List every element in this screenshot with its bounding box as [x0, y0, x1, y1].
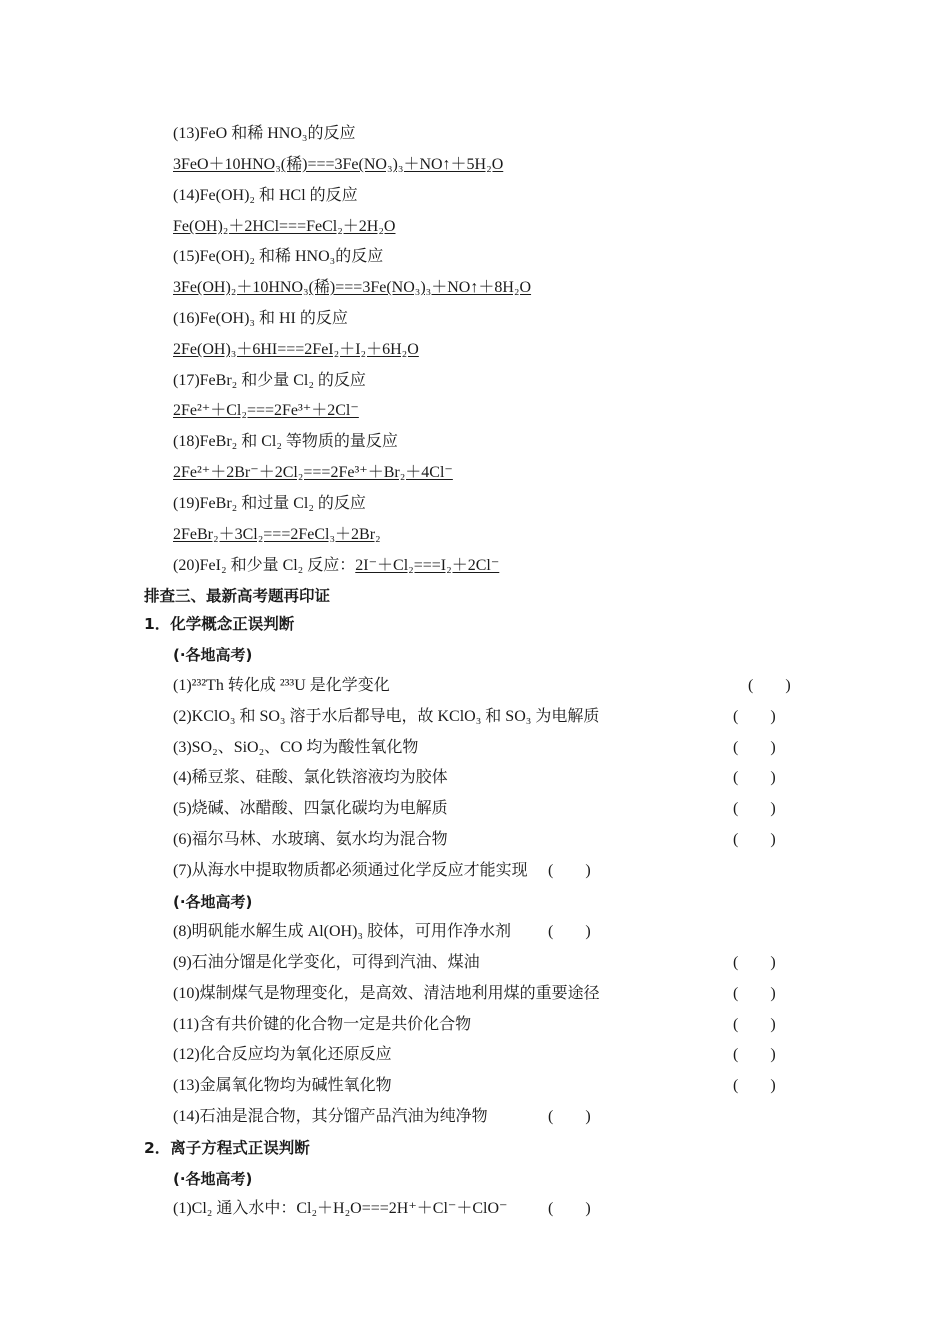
question-item: (4)稀豆浆、硅酸、氯化铁溶液均为胶体	[173, 769, 448, 786]
answer-blank[interactable]: ( )	[733, 954, 776, 971]
equation-answer: 2Fe²⁺＋Cl₂===2Fe³⁺＋2Cl⁻	[173, 402, 359, 419]
equation-question: (15)Fe(OH)₂ 和稀 HNO₃的反应	[173, 248, 384, 265]
question-item: (12)化合反应均为氧化还原反应	[173, 1046, 392, 1063]
source-note: (·各地高考)	[173, 646, 253, 664]
part1-title: 1．化学概念正误判断	[144, 615, 295, 633]
equation-answer: 2I⁻＋Cl₂===I₂＋2Cl⁻	[355, 557, 500, 574]
equation-question: (14)Fe(OH)₂ 和 HCl 的反应	[173, 187, 358, 204]
question-item: (10)煤制煤气是物理变化，是高效、清洁地利用煤的重要途径	[173, 985, 600, 1002]
question-item: (6)福尔马林、水玻璃、氨水均为混合物	[173, 831, 448, 848]
equation-answer: 2Fe²⁺＋2Br⁻＋2Cl₂===2Fe³⁺＋Br₂＋4Cl⁻	[173, 464, 453, 481]
section-title: 排查三、最新高考题再印证	[144, 587, 331, 605]
equation-question: (13)FeO 和稀 HNO₃的反应	[173, 125, 356, 142]
equation-answer: 2FeBr₂＋3Cl₂===2FeCl₃＋2Br₂	[173, 526, 381, 543]
equation-answer: 2Fe(OH)₃＋6HI===2FeI₂＋I₂＋6H₂O	[173, 341, 419, 358]
answer-blank[interactable]: ( )	[748, 677, 791, 694]
answer-blank[interactable]: ( )	[733, 739, 776, 756]
equation-question: (16)Fe(OH)₃ 和 HI 的反应	[173, 310, 348, 327]
answer-blank[interactable]: ( )	[548, 1200, 591, 1217]
equation-question: (17)FeBr₂ 和少量 Cl₂ 的反应	[173, 372, 366, 389]
answer-blank[interactable]: ( )	[548, 923, 591, 940]
answer-blank[interactable]: ( )	[733, 769, 776, 786]
answer-blank[interactable]: ( )	[733, 985, 776, 1002]
answer-blank[interactable]: ( )	[548, 1108, 591, 1125]
question-item: (2)KClO₃ 和 SO₃ 溶于水后都导电，故 KClO₃ 和 SO₃ 为电解质	[173, 708, 600, 725]
equation-question: (18)FeBr₂ 和 Cl₂ 等物质的量反应	[173, 433, 398, 450]
equation-answer: Fe(OH)₂＋2HCl===FeCl₂＋2H₂O	[173, 218, 396, 235]
question-item: (3)SO₂、SiO₂、CO 均为酸性氧化物	[173, 739, 419, 756]
equation-answer: 3FeO＋10HNO₃(稀)===3Fe(NO₃)₃＋NO↑＋5H₂O	[173, 156, 504, 173]
equation-20	[173, 556, 499, 576]
question-item: (1)Cl₂ 通入水中：Cl₂＋H₂O===2H⁺＋Cl⁻＋ClO⁻	[173, 1200, 508, 1217]
answer-blank[interactable]: ( )	[733, 800, 776, 817]
part2-title: 2．离子方程式正误判断	[144, 1139, 310, 1157]
answer-blank[interactable]: ( )	[733, 1077, 776, 1094]
question-item: (5)烧碱、冰醋酸、四氯化碳均为电解质	[173, 800, 448, 817]
equation-question: (20)FeI₂ 和少量 Cl₂ 反应：	[173, 557, 356, 574]
answer-blank[interactable]: ( )	[733, 1046, 776, 1063]
question-item: (9)石油分馏是化学变化，可得到汽油、煤油	[173, 954, 480, 971]
equation-question: (19)FeBr₂ 和过量 Cl₂ 的反应	[173, 495, 366, 512]
source-note: (·各地高考)	[173, 1170, 253, 1188]
equation-answer: 3Fe(OH)₂＋10HNO₃(稀)===3Fe(NO₃)₃＋NO↑＋8H₂O	[173, 279, 532, 296]
answer-blank[interactable]: ( )	[733, 1016, 776, 1033]
answer-blank[interactable]: ( )	[733, 831, 776, 848]
question-item: (1)²³²Th 转化成 ²³³U 是化学变化	[173, 677, 390, 694]
source-note: (·各地高考)	[173, 893, 253, 911]
question-item: (7)从海水中提取物质都必须通过化学反应才能实现	[173, 862, 528, 879]
question-item: (8)明矾能水解生成 Al(OH)₃ 胶体，可用作净水剂	[173, 923, 512, 940]
question-item: (13)金属氧化物均为碱性氧化物	[173, 1077, 392, 1094]
answer-blank[interactable]: ( )	[548, 862, 591, 879]
answer-blank[interactable]: ( )	[733, 708, 776, 725]
question-item: (14)石油是混合物，其分馏产品汽油为纯净物	[173, 1108, 488, 1125]
question-item: (11)含有共价键的化合物一定是共价化合物	[173, 1016, 472, 1033]
